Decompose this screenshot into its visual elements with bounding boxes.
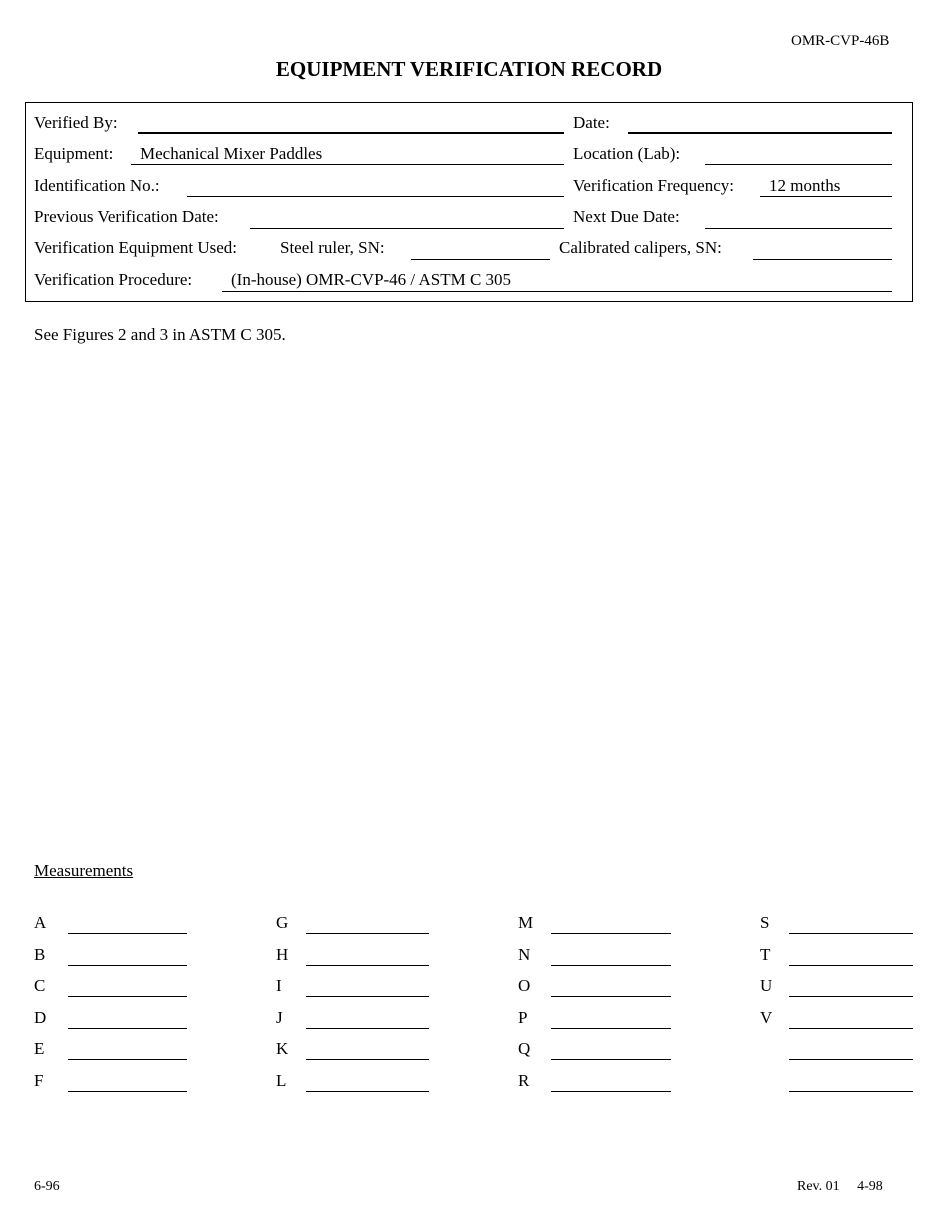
next-due-field[interactable]	[705, 228, 892, 229]
measurement-label-n: N	[518, 944, 531, 964]
measurement-field-c[interactable]	[68, 996, 187, 997]
measurement-label-p: P	[518, 1007, 528, 1027]
previous-date-field[interactable]	[250, 228, 564, 229]
measurement-field-p[interactable]	[551, 1028, 671, 1029]
measurement-field-r[interactable]	[551, 1091, 671, 1092]
calipers-label: Calibrated calipers, SN:	[559, 238, 722, 257]
measurement-field-q[interactable]	[551, 1059, 671, 1060]
equipment-field[interactable]	[131, 164, 564, 165]
measurement-label-g: G	[276, 913, 289, 932]
equipment-value: Mechanical Mixer Paddles	[140, 144, 323, 163]
measurement-field-s[interactable]	[789, 933, 913, 934]
form-id: OMR-CVP-46B	[791, 33, 890, 49]
measurement-field-u[interactable]	[789, 996, 913, 997]
frequency-field[interactable]	[760, 196, 892, 197]
footer-left: 6-96	[34, 1179, 60, 1194]
measurement-label-v: V	[760, 1007, 773, 1027]
measurement-field-h[interactable]	[306, 965, 429, 966]
measurement-label-k: K	[276, 1039, 289, 1058]
identification-label: Identification No.:	[34, 176, 160, 195]
identification-field[interactable]	[187, 196, 564, 197]
measurement-field-t[interactable]	[789, 965, 913, 966]
calipers-sn-field[interactable]	[753, 259, 892, 260]
measurement-label-o: O	[518, 976, 531, 995]
measurement-field-g[interactable]	[306, 933, 429, 934]
measurement-field-blank-3-4[interactable]	[789, 1059, 913, 1060]
frequency-label: Verification Frequency:	[573, 176, 734, 195]
measurement-label-h: H	[276, 944, 289, 964]
equipment-label: Equipment:	[34, 144, 114, 163]
measurement-label-d: D	[34, 1007, 47, 1027]
measurement-label-i: I	[276, 976, 282, 995]
measurement-label-b: B	[34, 944, 46, 964]
measurement-label-q: Q	[518, 1039, 531, 1058]
measurement-label-l: L	[276, 1070, 287, 1090]
measurement-field-blank-3-5[interactable]	[789, 1091, 913, 1092]
steel-ruler-label: Steel ruler, SN:	[280, 238, 385, 257]
procedure-value: (In-house) OMR-CVP-46 / ASTM C 305	[231, 270, 512, 289]
measurement-label-t: T	[760, 944, 771, 964]
measurement-field-o[interactable]	[551, 996, 671, 997]
measurement-field-e[interactable]	[68, 1059, 187, 1060]
measurement-field-f[interactable]	[68, 1091, 187, 1092]
measurement-field-i[interactable]	[306, 996, 429, 997]
measurement-field-a[interactable]	[68, 933, 187, 934]
measurement-field-m[interactable]	[551, 933, 671, 934]
footer-right: Rev. 01 4-98	[797, 1179, 883, 1194]
measurement-label-e: E	[34, 1039, 45, 1058]
figures-note: See Figures 2 and 3 in ASTM C 305.	[34, 325, 286, 344]
measurement-field-b[interactable]	[68, 965, 187, 966]
verified-by-label: Verified By:	[34, 113, 118, 132]
measurement-label-a: A	[34, 913, 47, 932]
date-field[interactable]	[628, 132, 892, 134]
measurement-field-k[interactable]	[306, 1059, 429, 1060]
location-field[interactable]	[705, 164, 892, 165]
measurement-label-c: C	[34, 976, 46, 995]
steel-ruler-sn-field[interactable]	[411, 259, 550, 260]
measurement-field-j[interactable]	[306, 1028, 429, 1029]
measurement-label-m: M	[518, 913, 534, 932]
frequency-value: 12 months	[769, 176, 841, 195]
measurement-field-d[interactable]	[68, 1028, 187, 1029]
measurement-label-r: R	[518, 1070, 530, 1090]
measurement-field-n[interactable]	[551, 965, 671, 966]
measurement-label-s: S	[760, 913, 770, 932]
measurement-label-j: J	[276, 1007, 283, 1027]
measurement-label-f: F	[34, 1070, 44, 1090]
measurements-title: Measurements	[34, 861, 134, 880]
previous-date-label: Previous Verification Date:	[34, 207, 219, 226]
measurement-field-v[interactable]	[789, 1028, 913, 1029]
measurement-field-l[interactable]	[306, 1091, 429, 1092]
date-label: Date:	[573, 113, 610, 132]
equipment-used-label: Verification Equipment Used:	[34, 238, 238, 257]
verified-by-field[interactable]	[138, 132, 564, 134]
measurement-label-u: U	[760, 976, 773, 995]
location-label: Location (Lab):	[573, 144, 681, 163]
procedure-label: Verification Procedure:	[34, 270, 193, 289]
next-due-label: Next Due Date:	[573, 207, 680, 226]
page-title: EQUIPMENT VERIFICATION RECORD	[275, 57, 663, 81]
procedure-field[interactable]	[222, 291, 892, 292]
